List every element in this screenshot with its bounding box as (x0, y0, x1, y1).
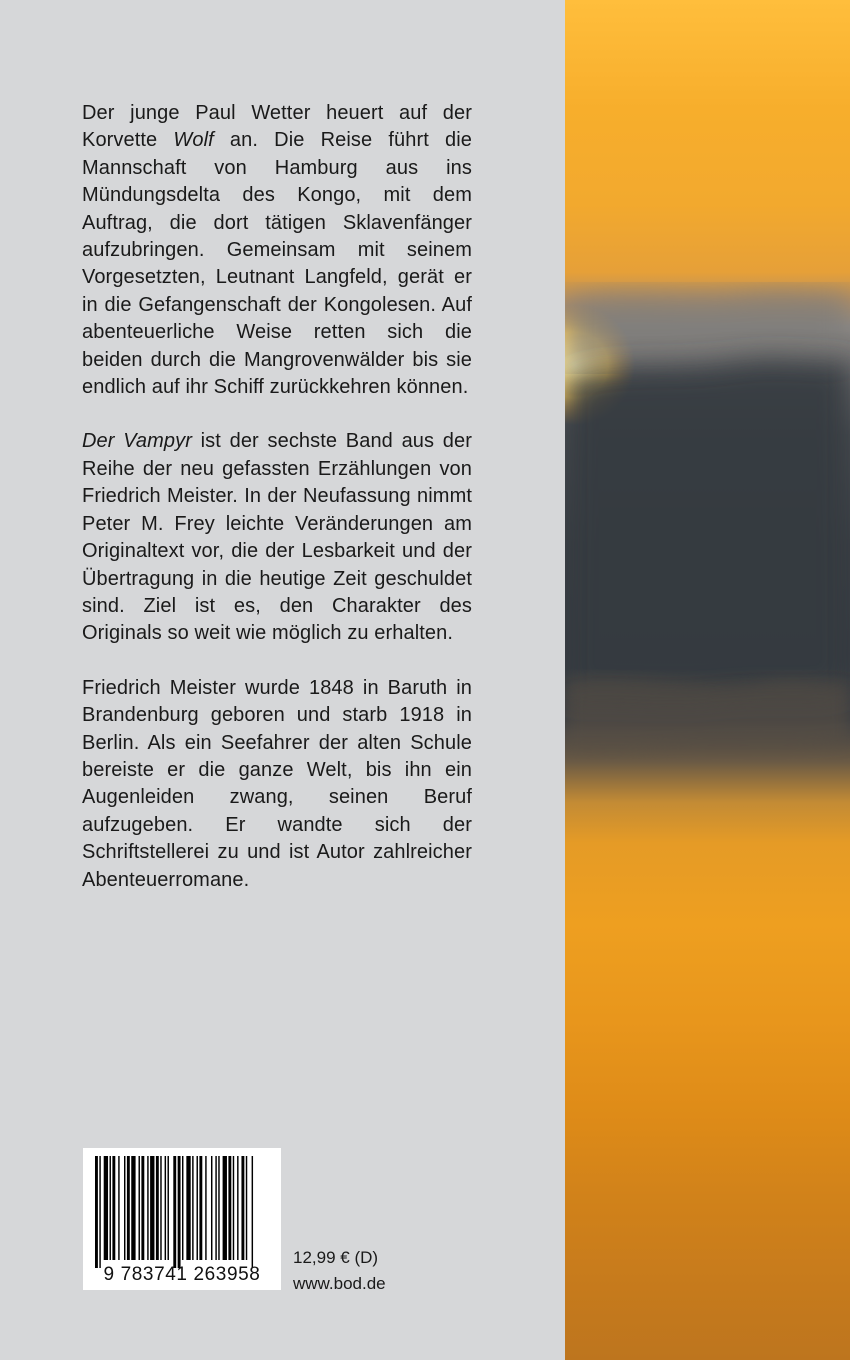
barcode-bar (118, 1156, 119, 1260)
cloud-edge (565, 677, 850, 752)
barcode-bar (215, 1156, 216, 1260)
barcode-bar (131, 1156, 135, 1260)
blurb-text: an. Die Reise führt die Mannschaft von Hamburg aus ins Mündungsdelta des Kongo, mit dem Auftrag, die dort tätigen Sklavenfänger aufzubringen. Gemeinsam mit seinem Vorgesetzten, Leutnant Langfeld, gerät er in die Gefangenschaft der Kongolesen. Auf abenteuerliche Weise retten sich die beiden durch die Mangrovenwälder bis sie endlich auf ihr Schiff zurückkehren können. (82, 129, 472, 399)
barcode-bar (237, 1156, 238, 1260)
barcode-bar (112, 1156, 115, 1260)
barcode-bar (168, 1156, 169, 1260)
barcode-bar (104, 1156, 108, 1260)
barcode-bar (147, 1156, 148, 1260)
barcode-bar (223, 1156, 227, 1260)
ship-name: Wolf (173, 129, 214, 152)
blurb-text: ist der sechste Band aus der Reihe der neu gefassten Erzählungen von Friedrich Meister. In der Neufassung nimmt Peter M. Frey leichte Veränderungen am Originaltext vor, die der Lesbarkeit und der Übertragung in die heutige Zeit geschuldet sind. Ziel ist es, den Charakter des Originals so weit wie möglich zu erhalten. (82, 430, 472, 645)
sunset-clouds-graphic (565, 0, 850, 1360)
barcode-bar (165, 1156, 166, 1260)
barcode-bar (141, 1156, 144, 1260)
publisher-website: www.bod.de (293, 1274, 386, 1293)
barcode-bar (246, 1156, 247, 1260)
barcode-bar (252, 1156, 253, 1268)
barcode-bar (205, 1156, 206, 1260)
book-title: Der Vampyr (82, 430, 192, 453)
barcode-bar (110, 1156, 111, 1260)
isbn-digits: 9 783741 263958 (103, 1264, 261, 1285)
barcode-bar (139, 1156, 140, 1260)
barcode-bar (192, 1156, 193, 1260)
barcode-bar (186, 1156, 190, 1260)
barcode-bar (95, 1156, 98, 1268)
barcode-bar (228, 1156, 231, 1260)
barcode-bar (178, 1156, 181, 1268)
barcode-bar (160, 1156, 161, 1260)
barcode-bar (124, 1156, 125, 1260)
blurb-paragraph-author: Friedrich Meister wurde 1848 in Baruth in Brandenburg geboren und starb 1918 in Berlin. Als ein Seefahrer der alten Schule bereiste er die ganze Welt, bis ihn ein Augenleiden zwang, seinen Beruf aufzugeben. Er wandte sich der Schriftstellerei zu und ist Autor zahlreicher Abenteuerromane. (82, 676, 472, 891)
dark-cloud (565, 359, 850, 700)
blurb-paragraph-edition (82, 428, 472, 647)
price-label: 12,99 € (D) (293, 1248, 379, 1267)
barcode-bar (211, 1156, 212, 1260)
blurb-paragraph-plot (82, 100, 472, 401)
barcode-bar (199, 1156, 202, 1260)
sunset-photo (565, 0, 850, 1360)
barcode-bar (156, 1156, 159, 1260)
barcode-bar (218, 1156, 219, 1260)
barcode-bar (182, 1156, 183, 1260)
barcode-bar (127, 1156, 130, 1260)
book-blurb (82, 100, 472, 921)
barcode-bar (173, 1156, 176, 1268)
blurb-text: Der junge Paul Wetter heuert auf der Korvette (82, 102, 472, 152)
cloud-wisp (565, 290, 850, 366)
isbn-barcode (83, 1148, 281, 1290)
barcode-bar (150, 1156, 154, 1260)
barcode-bar (233, 1156, 234, 1260)
barcode-bar (241, 1156, 244, 1260)
barcode-bar (197, 1156, 198, 1260)
barcode-bar (99, 1156, 100, 1268)
